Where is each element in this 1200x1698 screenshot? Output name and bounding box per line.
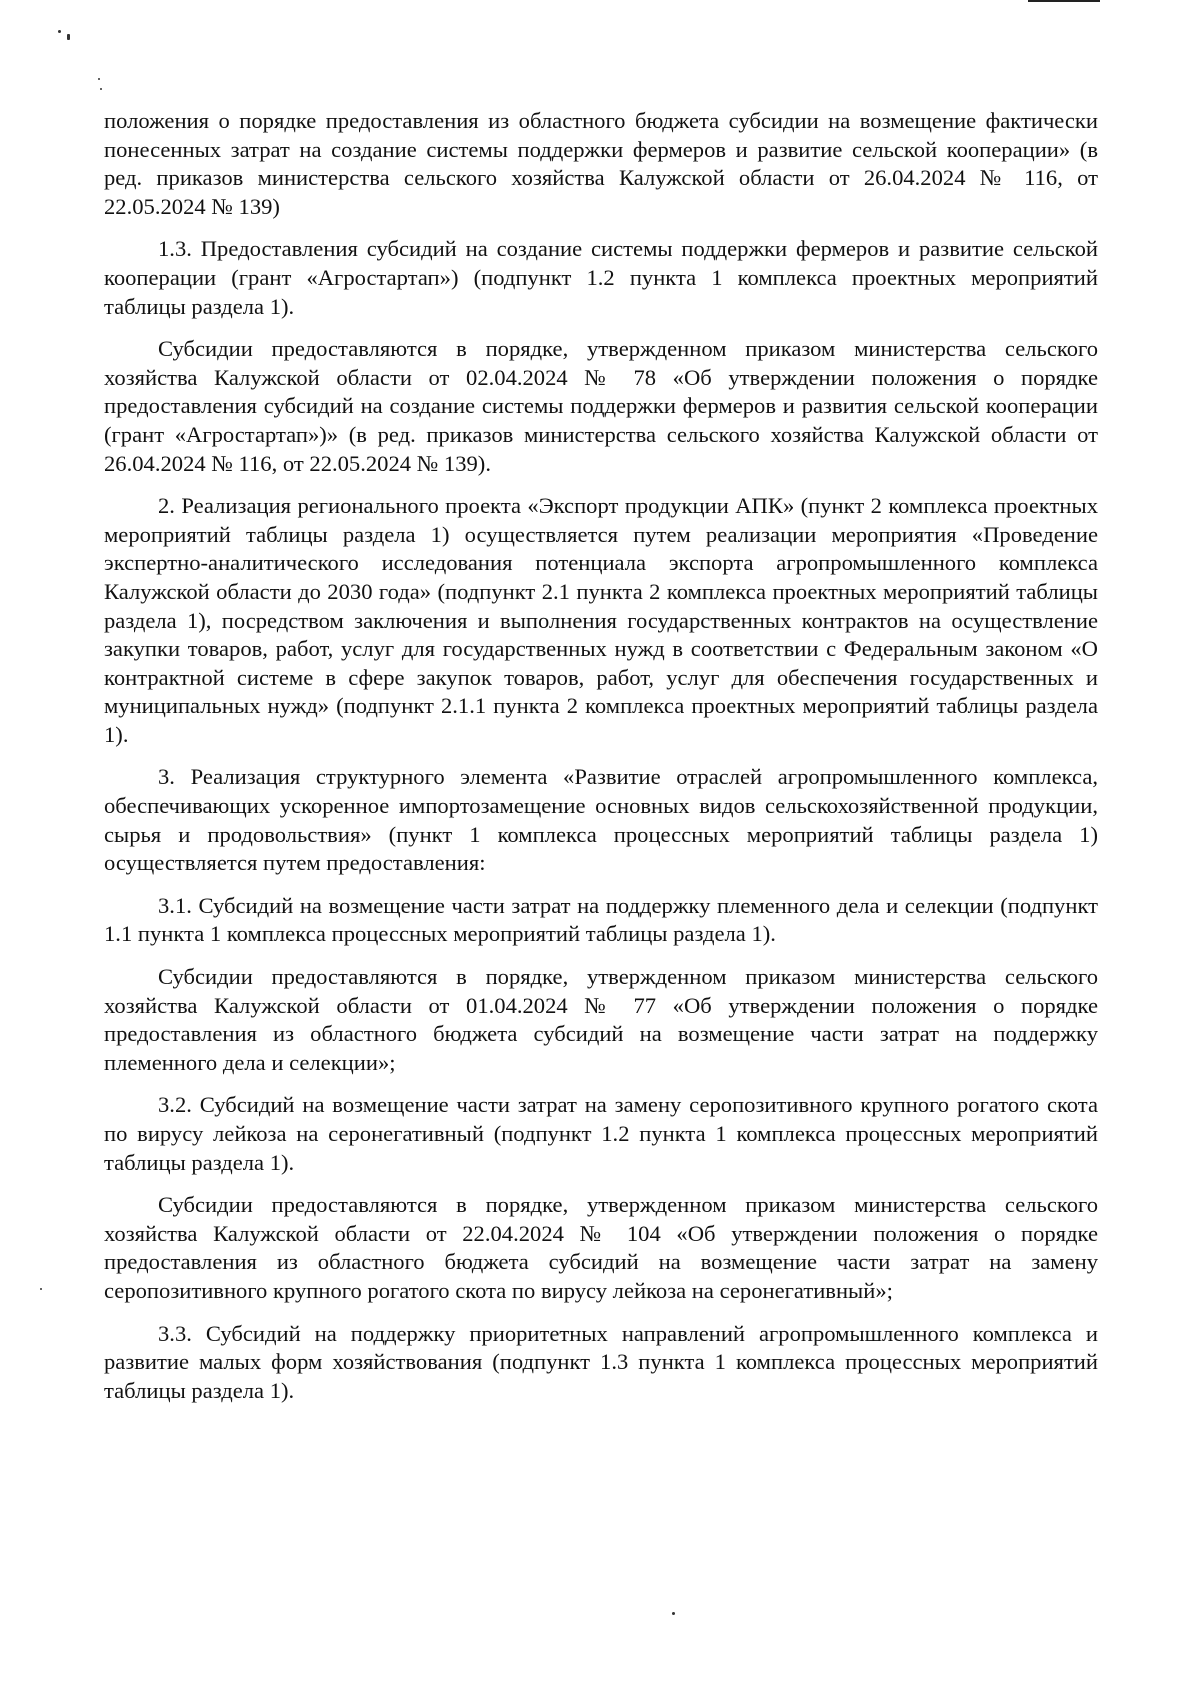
- scan-speck: [40, 1288, 42, 1290]
- paragraph-3-2: 3.2. Субсидий на возмещение части затрат на замену серопозитивного крупного рогатого скота по вирусу лейкоза на серонегативный (подпункт 1.2 пункта 1 комплекса процессных мероприятий таблицы раздела 1).: [104, 1092, 1098, 1175]
- paragraph-3: 3. Реализация структурного элемента «Развитие отраслей агропромышленного комплекса, обеспечивающих ускоренное импортозамещение основных видов сельскохозяйственной продукции, сырья и продовольствия» (пункт 1 комплекса процессных мероприятий таблицы раздела 1) осуществляется путем предоставления:: [104, 764, 1098, 876]
- paragraph-subsidy-order-104: Субсидии предоставляются в порядке, утвержденном приказом министерства сельского хозяйства Калужской области от 22.04.2024 № 104 «Об утверждении положения о порядке предоставления из областного бюджета субсидий на возмещение части затрат на замену серопозитивного крупного рогатого скота по вирусу лейкоза на серонегативный»;: [104, 1192, 1098, 1303]
- paragraph-subsidy-order-78: Субсидии предоставляются в порядке, утвержденном приказом министерства сельского хозяйства Калужской области от 02.04.2024 № 78 «Об утверждении положения о порядке предоставления субсидий на создание системы поддержки фермеров и развития сельской кооперации (грант «Агростартап»)» (в ред. приказов министерства сельского хозяйства Калужской области от 26.04.2024 № 116, от 22.05.2024 № 139).: [104, 336, 1098, 476]
- document-body: [104, 107, 1098, 1419]
- paragraph-3-3: 3.3. Субсидий на поддержку приоритетных направлений агропромышленного комплекса и развитие малых форм хозяйствования (подпункт 1.3 пункта 1 комплекса процессных мероприятий таблицы раздела 1).: [104, 1320, 1098, 1403]
- scan-speck: [100, 88, 102, 90]
- scan-speck: [67, 34, 70, 40]
- scan-speck: [98, 78, 100, 80]
- scan-speck: [58, 30, 61, 33]
- top-edge-rule: [1028, 0, 1100, 2]
- scan-speck: [672, 1612, 675, 1615]
- paragraph-subsidy-order-77: Субсидии предоставляются в порядке, утвержденном приказом министерства сельского хозяйства Калужской области от 01.04.2024 № 77 «Об утверждении положения о порядке предоставления из областного бюджета субсидий на возмещение части затрат на поддержку племенного дела и селекции»;: [104, 964, 1098, 1075]
- paragraph-1-3: 1.3. Предоставления субсидий на создание системы поддержки фермеров и развитие сельской кооперации (грант «Агростартап») (подпункт 1.2 пункта 1 комплекса проектных мероприятий таблицы раздела 1).: [104, 236, 1098, 319]
- paragraph-2: 2. Реализация регионального проекта «Экспорт продукции АПК» (пункт 2 комплекса проектных мероприятий таблицы раздела 1) осуществляется путем реализации мероприятия «Проведение экспертно-аналитического исследования потенциала экспорта агропромышленного комплекса Калужской области до 2030 года» (подпункт 2.1 пункта 2 комплекса проектных мероприятий таблицы раздела 1), посредством заключения и выполнения государственных контрактов на осуществление закупки товаров, работ, услуг для государственных нужд в соответствии с Федеральным законом «О контрактной системе в сфере закупок товаров, работ, услуг для обеспечения государственных и муниципальных нужд» (подпункт 2.1.1 пункта 2 комплекса проектных мероприятий таблицы раздела 1).: [104, 493, 1098, 747]
- paragraph-continuation: положения о порядке предоставления из областного бюджета субсидии на возмещение фактически понесенных затрат на создание системы поддержки фермеров и развитие сельской кооперации» (в ред. приказов министерства сельского хозяйства Калужской области от 26.04.2024 № 116, от 22.05.2024 № 139): [104, 108, 1098, 219]
- paragraph-3-1: 3.1. Субсидий на возмещение части затрат на поддержку племенного дела и селекции (подпункт 1.1 пункта 1 комплекса процессных мероприятий таблицы раздела 1).: [104, 892, 1098, 947]
